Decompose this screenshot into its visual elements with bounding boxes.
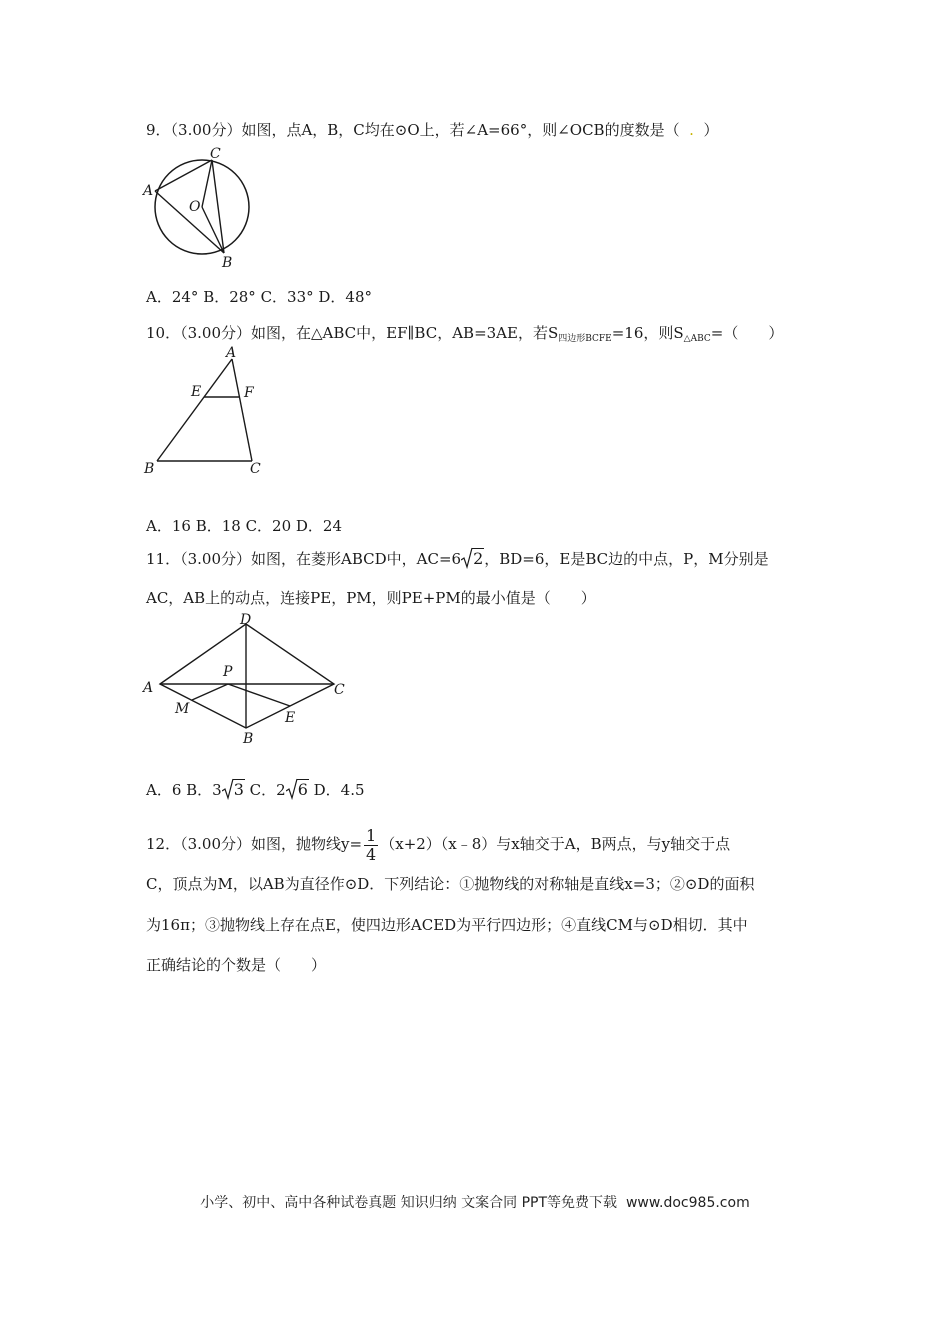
q10-score: （3.00分） <box>180 324 251 342</box>
q9-label-c: C <box>210 146 221 162</box>
q9-score: （3.00分） <box>170 121 242 139</box>
q12-fraction: $\frac{1}{4}$ <box>366 825 377 864</box>
q12-stem-line4: 正确结论的个数是（ ） <box>146 956 327 974</box>
q9-options: A．24° B．28° C．33° D．48° <box>146 288 373 306</box>
q9-label-b: B <box>222 255 233 270</box>
q11-label-m: M <box>175 701 190 717</box>
q12-stem-line1 <box>146 824 730 864</box>
q11-label-e: E <box>285 710 296 726</box>
q11-stem-line2: AC，AB上的动点，连接PE，PM，则PE+PM的最小值是（ ） <box>146 589 596 607</box>
q11-stem-line1 <box>146 549 769 569</box>
q10-triangle-figure <box>140 345 270 480</box>
q10-text-before: 如图，在△ABC中，EF∥BC，AB=3AE，若S <box>251 324 559 342</box>
q11-sqrt-3: 3 <box>222 780 245 800</box>
q10-text-after: =（ ） <box>710 324 784 342</box>
q11-opt-d: D．4.5 <box>308 781 365 799</box>
q11-label-c: C <box>334 682 345 698</box>
q10-label-c: C <box>250 461 261 477</box>
q10-stem <box>146 323 783 346</box>
q10-options: A．16 B．18 C．20 D．24 <box>146 517 343 535</box>
q9-mark: . <box>689 121 694 139</box>
q11-options <box>146 780 365 800</box>
q12-text1-before: 如图，抛物线y= <box>251 835 363 853</box>
q11-text1-before: 如图，在菱形ABCD中，AC=6 <box>251 550 462 568</box>
q9-label-a: A <box>143 183 154 199</box>
q11-label-b: B <box>243 731 254 747</box>
q12-number: 12． <box>146 835 181 853</box>
q9-text: 如图，点A，B，C均在⊙O上，若∠A=66°，则∠OCB的度数是（ <box>241 121 680 139</box>
q9-label-o: O <box>189 199 201 215</box>
q11-opt-a: A．6 B．3 <box>146 781 222 799</box>
q11-rhombus-figure <box>140 612 355 747</box>
q9-circle-figure <box>140 145 260 270</box>
q12-score: （3.00分） <box>180 835 251 853</box>
q11-sqrt-6: 6 <box>286 780 309 800</box>
q12-stem-line2: C，顶点为M，以AB为直径作⊙D．下列结论：①抛物线的对称轴是直线x=3；②⊙D的面积 <box>146 875 755 893</box>
q10-label-e: E <box>191 384 202 400</box>
q12-stem-line3: 为16π；③抛物线上存在点E，使四边形ACED为平行四边形；④直线CM与⊙D相切．其中 <box>146 916 748 934</box>
q10-number: 10． <box>146 324 181 342</box>
q11-number: 11． <box>146 550 181 568</box>
q12-text1-after: （x+2）（x﹣8）与x轴交于A，B两点，与y轴交于点 <box>380 835 731 853</box>
q9-close: ） <box>703 121 719 139</box>
q9-number: 9． <box>146 121 171 139</box>
q10-text-mid: =16，则S <box>611 324 684 342</box>
footer-site: www.doc985.com <box>625 1195 750 1211</box>
footer-text: 小学、初中、高中各种试卷真题 知识归纳 文案合同 PPT等免费下载 <box>200 1195 618 1211</box>
q11-label-a: A <box>143 680 154 696</box>
q11-label-d: D <box>240 612 252 628</box>
q11-text1-after: ，BD=6，E是BC边的中点，P，M分别是 <box>484 550 769 568</box>
q10-label-f: F <box>244 385 254 401</box>
q11-sqrt-2: 2 <box>461 549 484 569</box>
q11-score: （3.00分） <box>180 550 251 568</box>
q10-sub-quadrilateral: 四边形BCFE <box>558 334 612 344</box>
q10-sub-triangle: △ABC <box>683 334 711 344</box>
q10-label-b: B <box>144 461 155 477</box>
page-footer <box>0 1192 950 1212</box>
q11-opt-c: C．2 <box>244 781 286 799</box>
q11-label-p: P <box>223 664 233 680</box>
q10-label-a: A <box>226 345 237 361</box>
q9-stem <box>146 120 718 140</box>
